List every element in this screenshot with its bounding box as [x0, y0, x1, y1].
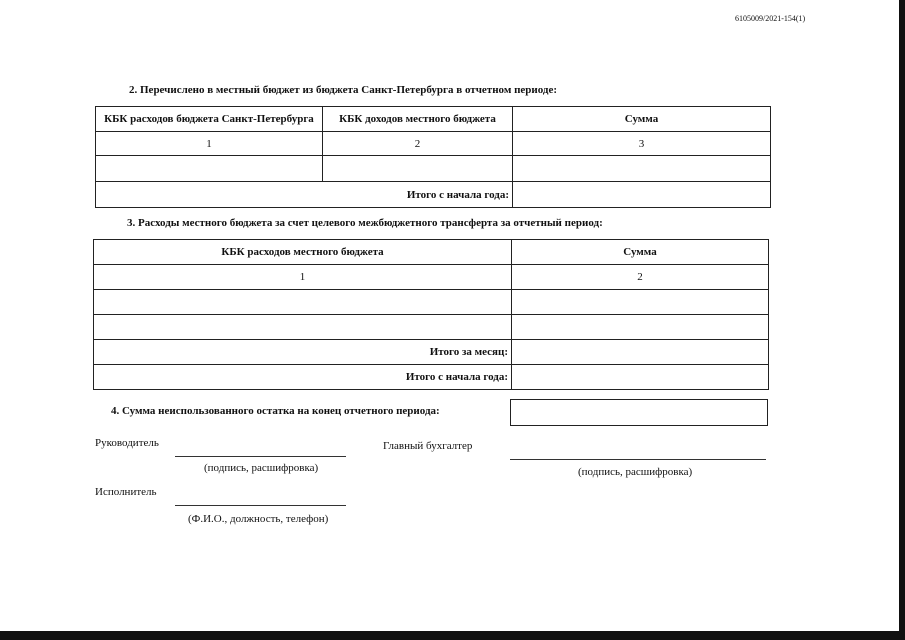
header-kbk-local-income: КБК доходов местного бюджета — [323, 107, 513, 132]
empty-cell — [512, 290, 769, 315]
header-sum: Сумма — [513, 107, 771, 132]
column-number: 1 — [96, 132, 323, 156]
header-kbk-local-expenses: КБК расходов местного бюджета — [94, 240, 512, 265]
document-id: 6105009/2021-154(1) — [735, 14, 806, 23]
column-number: 2 — [512, 265, 769, 290]
empty-cell — [513, 156, 771, 182]
section-3-table — [93, 239, 769, 390]
empty-cell — [512, 315, 769, 340]
accountant-signature-line — [510, 459, 766, 460]
executor-label: Исполнитель — [95, 486, 157, 498]
unused-balance-box — [510, 399, 768, 426]
header-sum: Сумма — [512, 240, 769, 265]
head-label: Руководитель — [95, 437, 159, 449]
column-number: 1 — [94, 265, 512, 290]
column-number: 2 — [323, 132, 513, 156]
executor-signature-line — [175, 505, 346, 506]
empty-cell — [94, 315, 512, 340]
accountant-label: Главный бухгалтер — [383, 440, 473, 452]
executor-caption: (Ф.И.О., должность, телефон) — [188, 513, 329, 525]
section-4-heading: 4. Сумма неиспользованного остатка на конец отчетного периода: — [111, 405, 440, 417]
total-year-value — [512, 365, 769, 390]
section-2-heading: 2. Перечислено в местный бюджет из бюджета Санкт-Петербурга в отчетном периоде: — [129, 84, 558, 96]
header-kbk-spb-expenses: КБК расходов бюджета Санкт-Петербурга — [96, 107, 323, 132]
total-year-value — [513, 182, 771, 208]
section-3-heading: 3. Расходы местного бюджета за счет целевого межбюджетного трансферта за отчетный период: — [127, 217, 603, 229]
accountant-caption: (подпись, расшифровка) — [578, 466, 693, 478]
total-month-value — [512, 340, 769, 365]
total-month-label: Итого за месяц: — [94, 340, 512, 365]
scan-edge-bottom — [0, 631, 905, 640]
head-signature-line — [175, 456, 346, 457]
total-year-label: Итого с начала года: — [96, 182, 513, 208]
column-number: 3 — [513, 132, 771, 156]
section-2-table — [95, 106, 771, 208]
empty-cell — [323, 156, 513, 182]
head-caption: (подпись, расшифровка) — [204, 462, 319, 474]
total-year-label: Итого с начала года: — [94, 365, 512, 390]
scan-edge-right — [899, 0, 905, 640]
empty-cell — [94, 290, 512, 315]
empty-cell — [96, 156, 323, 182]
